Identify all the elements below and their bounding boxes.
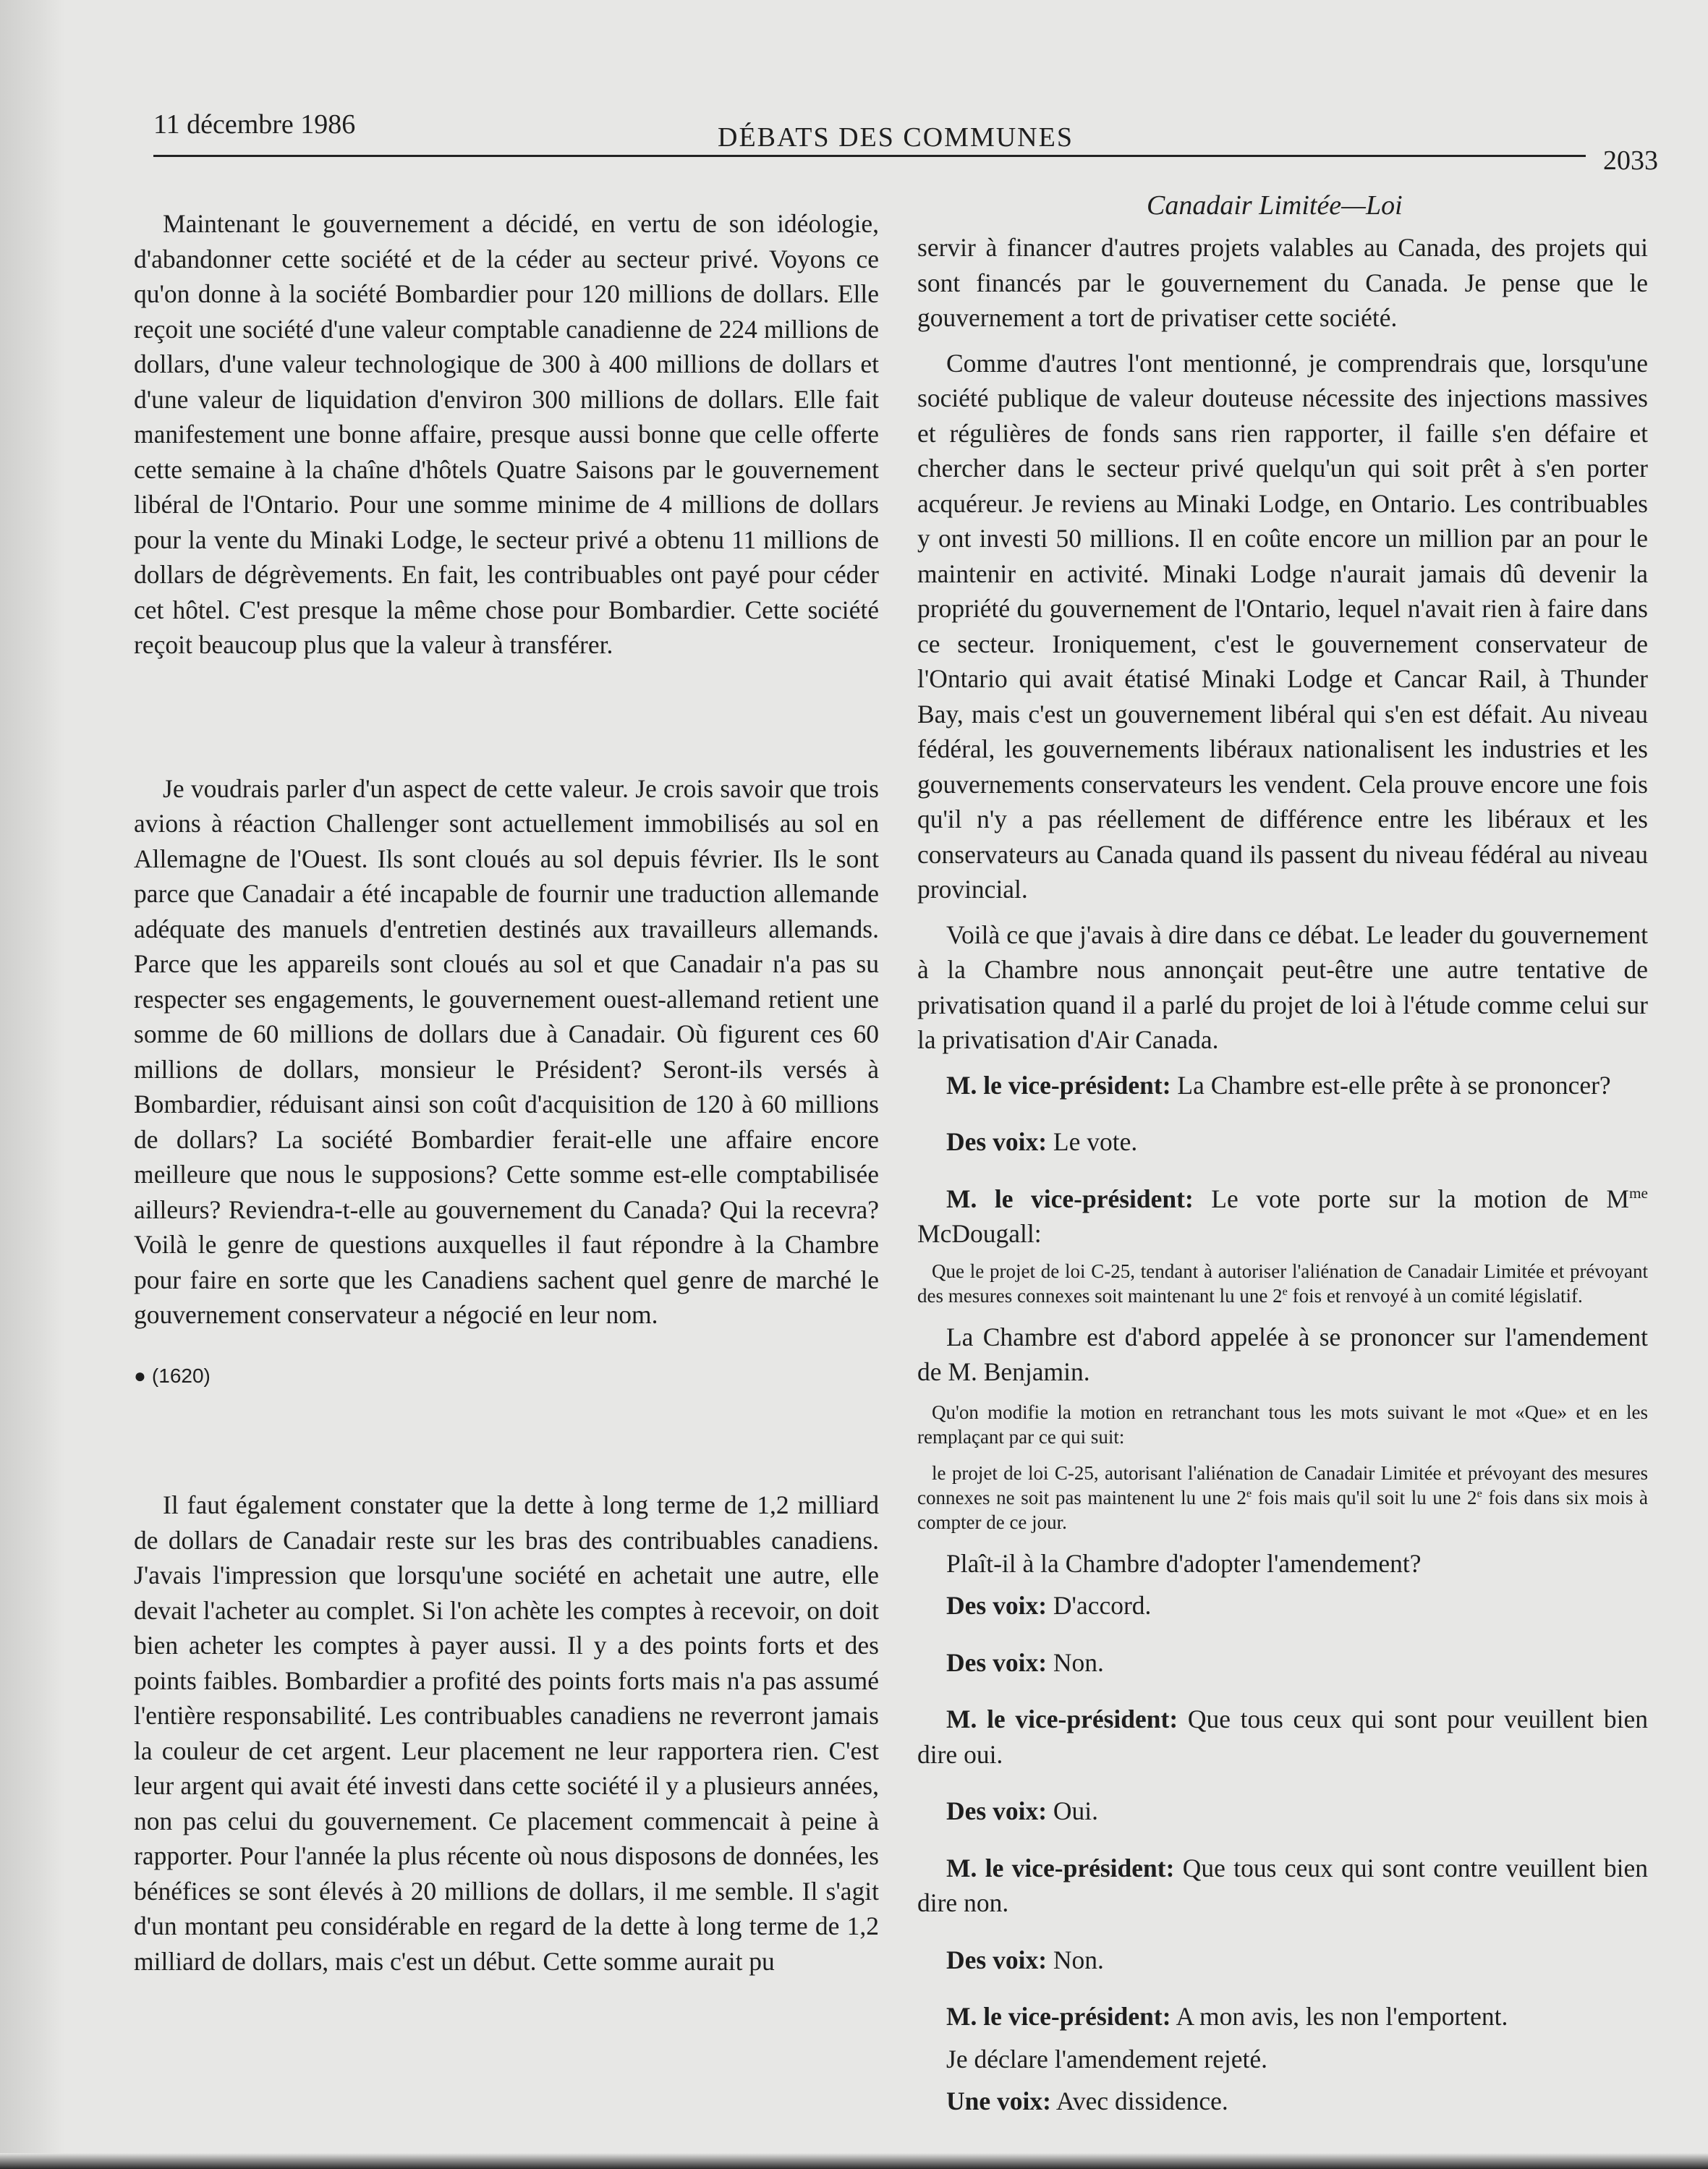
speaker: Des voix: [946, 1945, 1048, 1974]
header-date: 11 décembre 1986 [153, 109, 356, 140]
speaker: M. le vice-président: [946, 1070, 1171, 1100]
running-head: Canadair Limitée—Loi [1147, 190, 1403, 221]
dialog-line [917, 1702, 1648, 1772]
declaration: Je déclare l'amendement rejeté. [946, 2044, 1267, 2074]
motion-text [917, 1259, 1648, 1308]
dialog-line [917, 2084, 1648, 2119]
superscript: e [1477, 1486, 1482, 1500]
speech: Le vote porte sur la motion de M [1193, 1184, 1629, 1213]
dialog-line [917, 1588, 1648, 1623]
paragraph: Maintenant le gouvernement a décidé, en vertu de son idéologie, d'abandonner cette société et de la céder au secteur privé. Voyons ce qu'on donne à la société Bombardier pour 120 millions de dollars. Elle reçoit une société d'une valeur comptable canadienne de 224 millions de dollars, d'une valeur technologique de 300 à 400 millions de dollars et d'une valeur de liquidation d'environ 300 millions de dollars. Elle fait manifestement une bonne affaire, presque aussi bonne que celle offerte cette semaine à la chaîne d'hôtels Quatre Saisons par le gouvernement libéral de l'Ontario. Pour une somme minime de 4 millions de dollars pour la vente du Minaki Lodge, le secteur privé a obtenu 11 millions de dollars de dégrèvements. En fait, les contribuables ont payé pour céder cet hôtel. C'est presque la même chose pour Bombardier. Cette société reçoit beaucoup plus que la valeur à transférer. [134, 209, 879, 659]
speech: Non. [1047, 1647, 1104, 1677]
speech: Avec dissidence. [1050, 2087, 1228, 2115]
speaker: M. le vice-président: [946, 1184, 1194, 1213]
speech: Le vote. [1047, 1127, 1138, 1156]
paragraph: Je voudrais parler d'un aspect de cette valeur. Je crois savoir que trois avions à réaction Challenger sont actuellement immobilisés au sol en Allemagne de l'Ouest. Ils sont cloués au sol depuis février. Ils le sont parce que Canadair a été incapable de fournir une traduction allemande adéquate des manuels d'entretien destinés aux travailleurs allemands. Parce que les appareils sont cloués au sol et que Canadair n'a pas su respecter ses engagements, le gouvernement ouest-allemand retient une somme de 60 millions de dollars due à Canadair. Où figurent ces 60 millions de dollars, monsieur le Président? Seront-ils versés à Bombardier, réduisant ainsi son coût d'acquisition de 120 à 60 millions de dollars? La société Bombardier ferait-elle une affaire encore meilleure que nous le supposions? Cette somme est-elle comptabilisée ailleurs? Reviendra-t-elle au gouvernement du Canada? Qui la recevra? Voilà le genre de questions auxquelles il faut répondre à la Chambre pour faire en sorte que les Canadiens sachent quel genre de marché le gouvernement conservateur a négocié en leur nom. [134, 773, 879, 1329]
amendment-text [917, 1461, 1648, 1535]
speaker: Des voix: [946, 1127, 1048, 1156]
motion-part: Que le projet de loi C-25, tendant à autoriser l'aliénation de Canadair Limitée et prévoyant des mesures connexes soit maintenant lu une 2 [917, 1260, 1648, 1307]
header-rule [153, 155, 1586, 157]
dialog-line [917, 1068, 1648, 1103]
superscript: me [1628, 1184, 1648, 1202]
book-spine-shadow [0, 0, 65, 2169]
question: Plaît-il à la Chambre d'adopter l'amendement? [946, 1548, 1422, 1578]
speaker: Des voix: [946, 1796, 1048, 1825]
amendment-motion: Qu'on modifie la motion en retranchant tous les mots suivant le mot «Que» et en les remplaçant par ce qui suit: [917, 1401, 1648, 1448]
header-title: DÉBATS DES COMMUNES [718, 122, 1074, 153]
dialog-line [917, 1124, 1648, 1160]
speech: D'accord. [1047, 1591, 1152, 1620]
speech: Non. [1047, 1945, 1104, 1974]
dialog-line [917, 1181, 1648, 1252]
timestamp [134, 1359, 879, 1394]
page-edge-shadow [0, 2153, 1708, 2169]
dialog-line [917, 1645, 1648, 1681]
bullet-icon: ● [134, 1364, 146, 1387]
amendment-part: fois mais qu'il soit lu une 2 [1252, 1486, 1477, 1508]
amendment-part: le projet de loi C-25, autorisant l'aliénation de Canadair Limitée et prévoyant des mesures connexes ne soit pas maintenent lu une 2 [917, 1461, 1648, 1508]
amendment-part: fois dans six mois à compter de ce jour. [917, 1486, 1649, 1533]
left-column [134, 206, 879, 1979]
dialog-line [917, 1943, 1648, 1978]
dialog-line [917, 1851, 1648, 1921]
speech: Que tous ceux qui sont pour veuillent bien dire oui. [917, 1705, 1648, 1769]
motion-part: fois et renvoyé à un comité législatif. [1287, 1284, 1583, 1307]
speech: A mon avis, les non l'emportent. [1170, 2002, 1508, 2031]
paragraph: Comme d'autres l'ont mentionné, je comprendrais que, lorsqu'une société publique de valeur douteuse nécessite des injections massives et régulières de fonds sans rien rapporter, il faille s'en défaire et chercher dans le secteur privé quelqu'un qui soit prêt à s'en porter acquéreur. Je reviens au Minaki Lodge, en Ontario. Les contribuables y ont investi 50 millions. Il en coûte encore un million par an pour le maintenir en activité. Minaki Lodge n'aurait jamais dû devenir la propriété du gouvernement de l'Ontario, lequel n'avait rien à faire dans ce secteur. Ironiquement, c'est le gouvernement conservateur de l'Ontario qui avait étatisé Minaki Lodge et Cancar Rail, à Thunder Bay, mais c'est un gouvernement libéral qui s'en est défait. Au niveau fédéral, les gouvernements libéraux nationalisent les industries et les gouvernements conservateurs les vendent. Cela prouve encore une fois qu'il n'y a pas réellement de différence entre les libéraux et les conservateurs au Canada quand ils passent du niveau fédéral au niveau provincial. [917, 348, 1648, 904]
speech: Que tous ceux qui sont contre veuillent bien dire non. [917, 1853, 1648, 1917]
speaker: M. le vice-président: [946, 1705, 1178, 1733]
speaker: M. le vice-président: [946, 2002, 1171, 2031]
superscript: e [1246, 1486, 1252, 1500]
speech: Oui. [1047, 1796, 1099, 1825]
speaker: Une voix: [946, 2087, 1051, 2115]
dialog-line [917, 1999, 1648, 2034]
speech: La Chambre est-elle prête à se prononcer? [1170, 1070, 1611, 1100]
dialog-line [917, 1794, 1648, 1829]
superscript: e [1282, 1284, 1288, 1298]
speaker: Des voix: [946, 1591, 1048, 1620]
page-header [153, 109, 1658, 176]
paragraph: servir à financer d'autres projets valables au Canada, des projets qui sont financés par le gouvernement du Canada. Je pense que le gouvernement a tort de privatiser cette société. [917, 233, 1648, 332]
paragraph: La Chambre est d'abord appelée à se prononcer sur l'amendement de M. Benjamin. [917, 1322, 1648, 1386]
speaker: M. le vice-président: [946, 1853, 1175, 1883]
timestamp-text: (1620) [151, 1364, 211, 1387]
right-column [917, 230, 1648, 2126]
speaker: Des voix: [946, 1647, 1048, 1677]
paragraph: Il faut également constater que la dette à long terme de 1,2 milliard de dollars de Canadair reste sur les bras des contribuables canadiens. J'avais l'impression que lorsqu'une société en achetait une autre, elle devait l'acheter au complet. Si l'on achète les comptes à recevoir, on doit bien acheter les comptes à payer aussi. Il y a des points forts et des points faibles. Bombardier a profité des points forts mais n'a pas assumé l'entière responsabilité. Les contribuables canadiens ne reverront jamais la couleur de cet argent. Leur placement ne leur rapportera rien. C'est leur argent qui avait été investi dans cette société il y a plusieurs années, non pas celui du gouvernement. Ce placement commencait à peine à rapporter. Pour l'année la plus récente où nous disposons de données, les bénéfices se sont élevés à 20 millions de dollars, il me semble. Il s'agit d'un montant peu considérable en regard de la dette à long terme de 1,2 milliard de dollars, mais c'est un début. Cette somme aurait pu [134, 1490, 879, 1976]
paragraph: Voilà ce que j'avais à dire dans ce débat. Le leader du gouvernement à la Chambre nous annonçait peut-être une autre tentative de privatisation quand il a parlé du projet de loi à l'étude comme celui sur la privatisation d'Air Canada. [917, 920, 1648, 1054]
speech: McDougall: [917, 1219, 1042, 1248]
page-number: 2033 [1603, 145, 1658, 176]
